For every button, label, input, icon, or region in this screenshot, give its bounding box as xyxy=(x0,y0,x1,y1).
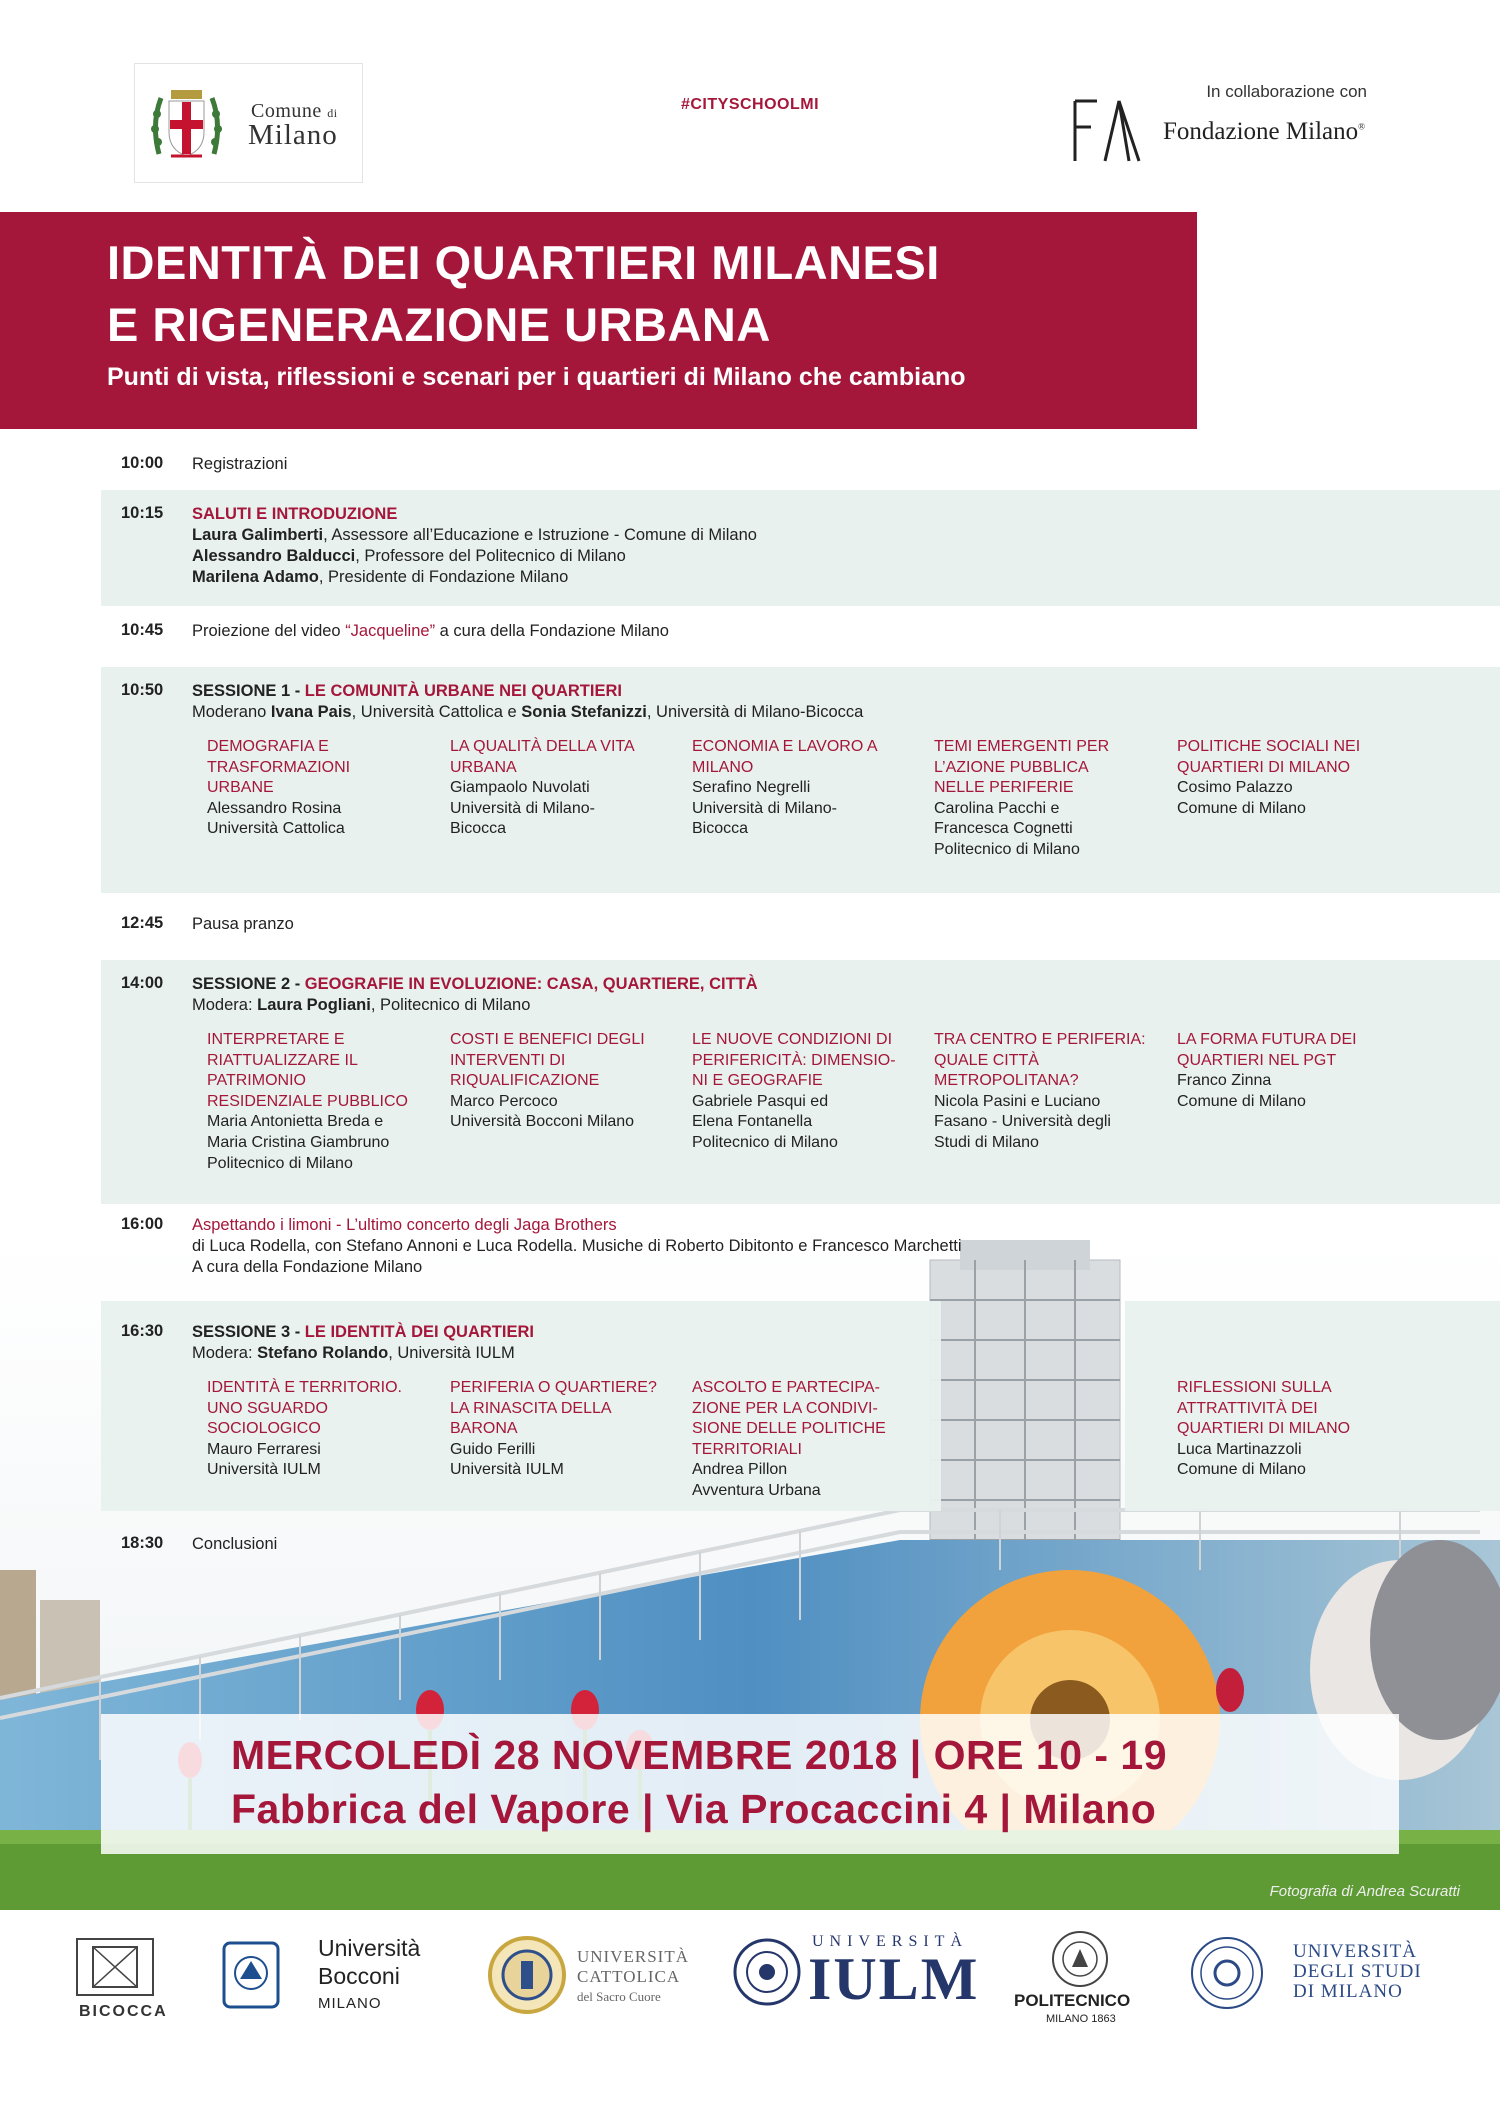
page-subtitle: Punti di vista, riflessioni e scenari per i quartieri di Milano che cambiano xyxy=(107,363,966,391)
logo-unimi xyxy=(1189,1925,1429,2035)
time-1045: 10:45 xyxy=(121,621,164,639)
logo-bocconi xyxy=(218,1925,438,2035)
talk-card: TRA CENTRO E PERIFERIA: QUALE CITTÀ METROPOLITANA? Nicola Pasini e Luciano Fasano - Università degli Studi di Milano xyxy=(934,1031,1146,1151)
politecnico-sub-label: MILANO 1863 xyxy=(1046,2013,1116,2025)
iulm-seal-icon xyxy=(732,1937,802,2007)
time-1630: 16:30 xyxy=(121,1322,164,1340)
speaker-line: Alessandro Balducci, Professore del Politecnico di Milano xyxy=(192,547,626,565)
event-info-box xyxy=(101,1714,1399,1854)
welcome-block xyxy=(192,504,757,588)
comune-city-label: Milano xyxy=(248,119,338,151)
time-1245: 12:45 xyxy=(121,914,164,932)
unimi-line-2: DEGLI STUDI xyxy=(1293,1961,1422,1982)
politecnico-seal-icon xyxy=(1050,1929,1110,1989)
session-3-moderator: Modera: Stefano Rolando, Università IULM xyxy=(192,1344,515,1362)
lunch-break-text: Pausa pranzo xyxy=(192,915,294,933)
fondazione-milano-name: Fondazione Milano® xyxy=(1163,118,1365,145)
logo-bicocca xyxy=(75,1925,168,2035)
time-1600: 16:00 xyxy=(121,1215,164,1233)
time-1400: 14:00 xyxy=(121,974,164,992)
cattolica-line-2: CATTOLICA xyxy=(577,1967,681,1986)
unimi-line-3: DI MILANO xyxy=(1293,1981,1403,2002)
session-1-title: LE COMUNITÀ URBANE NEI QUARTIERI xyxy=(304,682,622,700)
time-1000: 10:00 xyxy=(121,454,164,472)
talk-card: LA FORMA FUTURA DEI QUARTIERI NEL PGT Franco Zinna Comune di Milano xyxy=(1177,1031,1357,1110)
talk-card: RIFLESSIONI SULLA ATTRATTIVITÀ DEI QUARTIERI DI MILANO Luca Martinazzoli Comune di Milano xyxy=(1177,1379,1351,1479)
bocconi-line-2: Bocconi xyxy=(318,1963,400,1989)
session-1-moderators: Moderano Ivana Pais, Università Cattolica e Sonia Stefanizzi, Università di Milano-Bicocca xyxy=(192,703,864,721)
talk-card: LA QUALITÀ DELLA VITA URBANA Giampaolo Nuvolati Università di Milano- Bicocca xyxy=(450,738,635,838)
logo-politecnico xyxy=(1010,1925,1150,2035)
bocconi-line-3: MILANO xyxy=(318,1995,382,2012)
talk-card: TEMI EMERGENTI PER L’AZIONE PUBBLICA NELLE PERIFERIE Carolina Pacchi e Francesca Cognetti Politecnico di Milano xyxy=(934,738,1110,858)
title-line-1: IDENTITÀ DEI QUARTIERI MILANESI xyxy=(107,236,940,289)
video-title: “Jacqueline” xyxy=(345,622,436,640)
speaker-line: Marilena Adamo, Presidente di Fondazione Milano xyxy=(192,568,569,586)
session-2-title: GEOGRAFIE IN EVOLUZIONE: CASA, QUARTIERE, CITTÀ xyxy=(304,975,758,993)
title-line-2: E RIGENERAZIONE URBANA xyxy=(107,298,771,351)
photo-credit: Fotografia di Andrea Scuratti xyxy=(1269,1883,1460,1900)
concert-block xyxy=(192,1215,962,1278)
comune-milano-logo xyxy=(134,63,363,183)
unimi-line-1: UNIVERSITÀ xyxy=(1293,1941,1417,1962)
session-2-moderator: Modera: Laura Pogliani, Politecnico di Milano xyxy=(192,996,531,1014)
session-3-header: SESSIONE 3 - LE IDENTITÀ DEI QUARTIERI Modera: Stefano Rolando, Università IULM xyxy=(192,1323,534,1362)
welcome-heading: SALUTI E INTRODUZIONE xyxy=(192,505,398,523)
cattolica-line-3: del Sacro Cuore xyxy=(577,1989,661,2004)
fondazione-milano-mark-icon xyxy=(1071,97,1143,165)
talk-card: PERIFERIA O QUARTIERE? LA RINASCITA DELLA BARONA Guido Ferilli Università IULM xyxy=(450,1379,657,1479)
talk-card: ASCOLTO E PARTECIPA- ZIONE PER LA CONDIVI- SIONE DELLE POLITICHE TERRITORIALI Andrea Pillon Avventura Urbana xyxy=(692,1379,886,1499)
talk-card: DEMOGRAFIA E TRASFORMAZIONI URBANE Alessandro Rosina Università Cattolica xyxy=(207,738,351,838)
conclusions-text: Conclusioni xyxy=(192,1535,278,1553)
bocconi-emblem-icon xyxy=(220,1939,282,2011)
session-3-title: LE IDENTITÀ DEI QUARTIERI xyxy=(304,1323,534,1341)
session-1-header: SESSIONE 1 - LE COMUNITÀ URBANE NEI QUARTIERI Moderano Ivana Pais, Università Cattolica e Sonia Stefanizzi, Università di Milano-Bicocca xyxy=(192,682,864,721)
concert-title: Aspettando i limoni - L’ultimo concerto degli Jaga Brothers xyxy=(192,1216,617,1234)
bicocca-label: BICOCCA xyxy=(79,2003,168,2020)
video-line: Proiezione del video “Jacqueline” a cura della Fondazione Milano xyxy=(192,622,669,640)
session-2-header: SESSIONE 2 - GEOGRAFIE IN EVOLUZIONE: CASA, QUARTIERE, CITTÀ Modera: Laura Pogliani, Politecnico di Milano xyxy=(192,975,758,1014)
concert-curator: A cura della Fondazione Milano xyxy=(192,1258,423,1276)
registrations-text: Registrazioni xyxy=(192,455,288,473)
concert-credits: di Luca Rodella, con Stefano Annoni e Luca Rodella. Musiche di Roberto Dibitonto e Francesco Marchetti xyxy=(192,1237,962,1255)
cattolica-line-1: UNIVERSITÀ xyxy=(577,1947,689,1966)
page-title xyxy=(107,232,940,356)
talk-card: POLITICHE SOCIALI NEI QUARTIERI DI MILANO Cosimo Palazzo Comune di Milano xyxy=(1177,738,1361,817)
event-venue: Fabbrica del Vapore | Via Procaccini 4 | Milano xyxy=(231,1786,1157,1832)
comune-label: Comune di xyxy=(251,100,338,122)
cattolica-seal-icon xyxy=(487,1935,567,2015)
speaker-line: Laura Galimberti, Assessore all’Educazione e Istruzione - Comune di Milano xyxy=(192,526,757,544)
bicocca-emblem-icon xyxy=(75,1937,155,1997)
talk-card: ECONOMIA E LAVORO A MILANO Serafino Negrelli Università di Milano- Bicocca xyxy=(692,738,878,838)
logo-iulm xyxy=(730,1925,980,2035)
talk-card: IDENTITÀ E TERRITORIO. UNO SGUARDO SOCIOLOGICO Mauro Ferraresi Università IULM xyxy=(207,1379,402,1479)
time-1015: 10:15 xyxy=(121,504,164,522)
politecnico-label: POLITECNICO xyxy=(1014,1991,1131,2010)
talk-card: LE NUOVE CONDIZIONI DI PERIFERICITÀ: DIMENSIO- NI E GEOGRAFIE Gabriele Pasqui ed Elena Fontanella Politecnico di Milano xyxy=(692,1031,896,1151)
time-1050: 10:50 xyxy=(121,681,164,699)
bocconi-line-1: Università xyxy=(318,1935,421,1961)
event-date: MERCOLEDÌ 28 NOVEMBRE 2018 | ORE 10 - 19 xyxy=(231,1732,1168,1778)
unimi-seal-icon xyxy=(1189,1935,1265,2011)
logo-cattolica xyxy=(487,1925,689,2035)
talk-card: INTERPRETARE E RIATTUALIZZARE IL PATRIMONIO RESIDENZIALE PUBBLICO Maria Antonietta Breda e Maria Cristina Giambruno Politecnico di Milano xyxy=(207,1031,408,1172)
iulm-top-label: UNIVERSITÀ xyxy=(812,1933,968,1950)
time-1830: 18:30 xyxy=(121,1534,164,1552)
title-banner xyxy=(0,212,1197,429)
talk-card: COSTI E BENEFICI DEGLI INTERVENTI DI RIQUALIFICAZIONE Marco Percoco Università Bocconi Milano xyxy=(450,1031,645,1131)
hashtag: #CITYSCHOOLMI xyxy=(680,96,820,113)
iulm-label: IULM xyxy=(808,1946,980,2012)
collaboration-label: In collaborazione con xyxy=(1206,82,1367,101)
